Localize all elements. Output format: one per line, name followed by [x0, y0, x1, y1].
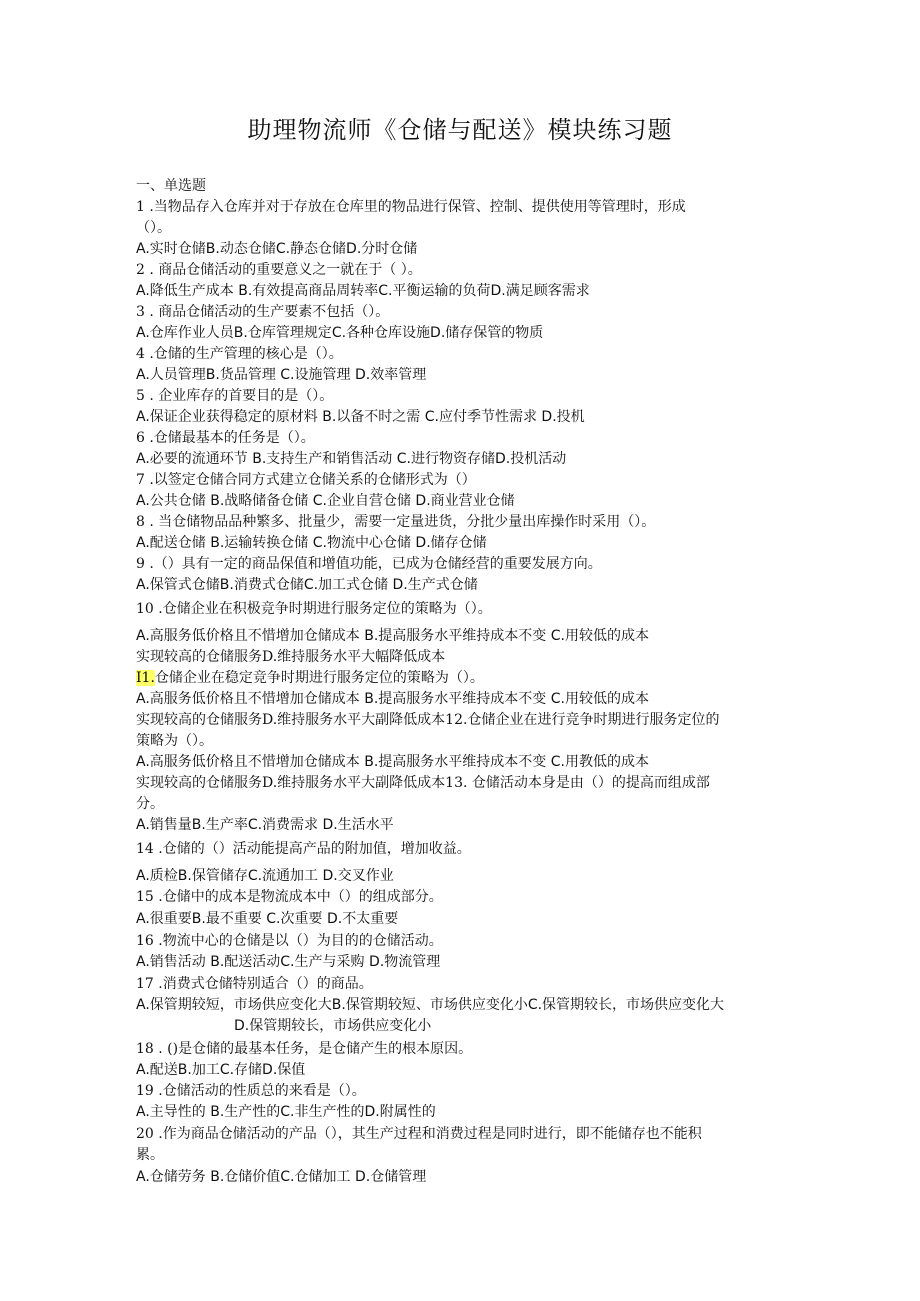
question-11: [136, 668, 484, 688]
options-20: A.仓储劳务 B.仓储价值C.仓储加工 D.仓储管理: [136, 1169, 427, 1185]
question-20-continued: 累。: [136, 1147, 164, 1163]
question-1-continued: （）。: [136, 220, 171, 236]
options-5: A.保证企业获得稳定的原材料 B.以备不时之需 C.应付季节性需求 D.投机: [136, 409, 585, 425]
options-12: A.高服务低价格且不惜增加仓储成本 B.提高服务水平维持成本不变 C.用教低的成本: [136, 754, 649, 770]
document-title: 助理物流师《仓储与配送》模块练习题: [247, 116, 673, 144]
options-1: A.实时仓储B.动态仓储C.静态仓储D.分时仓储: [136, 241, 418, 257]
question-16: 16 .物流中心的仓储是以（）为目的的仓储活动。: [136, 933, 443, 949]
question-3: 3 . 商品仓储活动的生产要素不包括（）。: [136, 304, 390, 320]
options-3: A.仓库作业人员B.仓库管理规定C.各种仓库设施D.储存保管的物质: [136, 325, 544, 341]
options-9: A.保管式仓储B.消费式仓储C.加工式仓储 D.生产式仓储: [136, 577, 478, 593]
options-17: A.保管期较短，市场供应变化大B.保管期较短、市场供应变化小C.保管期较长，市场供应变化大: [136, 997, 725, 1013]
question-13-continued: 分。: [136, 796, 164, 812]
question-6: 6 .仓储最基本的任务是（）。: [136, 430, 315, 446]
options-11: A.高服务低价格且不惜增加仓储成本 B.提高服务水平维持成本不变 C.用较低的成本: [136, 691, 649, 707]
options-18: A.配送B.加工C.存储D.保值: [136, 1062, 306, 1078]
options-10: A.高服务低价格且不惜增加仓储成本 B.提高服务水平维持成本不变 C.用较低的成本: [136, 628, 649, 644]
options-16: A.销售活动 B.配送活动C.生产与采购 D.物流管理: [136, 954, 441, 970]
question-5: 5 . 企业库存的首要目的是（）。: [136, 388, 334, 404]
question-17: 17 .消费式仓储特别适合（）的商品。: [136, 976, 373, 992]
options-14: A.质检B.保管储存C.流通加工 D.交叉作业: [136, 868, 394, 884]
options-13: A.销售量B.生产率C.消费需求 D.生活水平: [136, 817, 394, 833]
question-11-number: I1.: [136, 670, 155, 686]
question-14: 14 .仓储的（）活动能提高产品的附加值，增加收益。: [136, 841, 471, 857]
question-12-continued: 策略为（）。: [136, 733, 213, 749]
question-7: 7 .以签定仓储合同方式建立仓储关系的仓储形式为（）: [136, 472, 476, 488]
question-18: 18 . ()是仓储的最基本任务，是仓储产生的根本原因。: [136, 1041, 473, 1057]
options-10-continued: 实现较高的仓储服务D.维持服务水平大幅降低成本: [136, 649, 446, 665]
question-2: 2 . 商品仓储活动的重要意义之一就在于（ ）。: [136, 262, 422, 278]
question-4: 4 .仓储的生产管理的核心是（）。: [136, 346, 343, 362]
options-6: A.必要的流通环节 B.支持生产和销售活动 C.进行物资存储D.投机活动: [136, 451, 567, 467]
question-20: 20 .作为商品仓储活动的产品（），其生产过程和消费过程是同时进行，即不能储存也不能积: [136, 1126, 702, 1142]
question-1: 1 .当物品存入仓库并对于存放在仓库里的物品进行保管、控制、提供使用等管理时，形成: [136, 199, 686, 215]
options-2: A.降低生产成本 B.有效提高商品周转率C.平衡运输的负荷D.满足顾客需求: [136, 283, 590, 299]
question-19: 19 .仓储活动的性质总的来看是（）。: [136, 1083, 366, 1099]
options-19: A.主导性的 B.生产性的C.非生产性的D.附属性的: [136, 1104, 436, 1120]
question-8: 8 . 当仓储物品品种繁多、批量少，需要一定量进货，分批少量出库操作时采用（）。: [136, 514, 656, 530]
options-7: A.公共仓储 B.战略储备仓储 C.企业自营仓储 D.商业营业仓储: [136, 493, 515, 509]
question-9: 9 .（）具有一定的商品保值和增值功能，已成为仓储经营的重要发展方向。: [136, 556, 602, 572]
question-15: 15 .仓储中的成本是物流成本中（）的组成部分。: [136, 889, 443, 905]
question-10: 10 .仓储企业在积极竞争时期进行服务定位的策略为（）。: [136, 601, 492, 617]
options-11-continued: 实现较高的仓储服务D.维持服务水平大副降低成本12.仓储企业在进行竞争时期进行服务定位的: [136, 712, 720, 728]
options-17-continued: D.保管期较长，市场供应变化小: [234, 1018, 432, 1034]
options-12-continued: 实现较高的仓储服务D.维持服务水平大副降低成本13. 仓储活动本身是由（）的提高而组成部: [136, 775, 710, 791]
options-15: A.很重要B.最不重要 C.次重要 D.不太重要: [136, 911, 399, 927]
options-8: A.配送仓储 B.运输转换仓储 C.物流中心仓储 D.储存仓储: [136, 535, 487, 551]
section-heading: 一、单选题: [136, 178, 206, 194]
options-4: A.人员管理B.货品管理 C.设施管理 D.效率管理: [136, 367, 427, 383]
question-11-text: 仓储企业在稳定竞争时期进行服务定位的策略为（）。: [154, 670, 484, 686]
